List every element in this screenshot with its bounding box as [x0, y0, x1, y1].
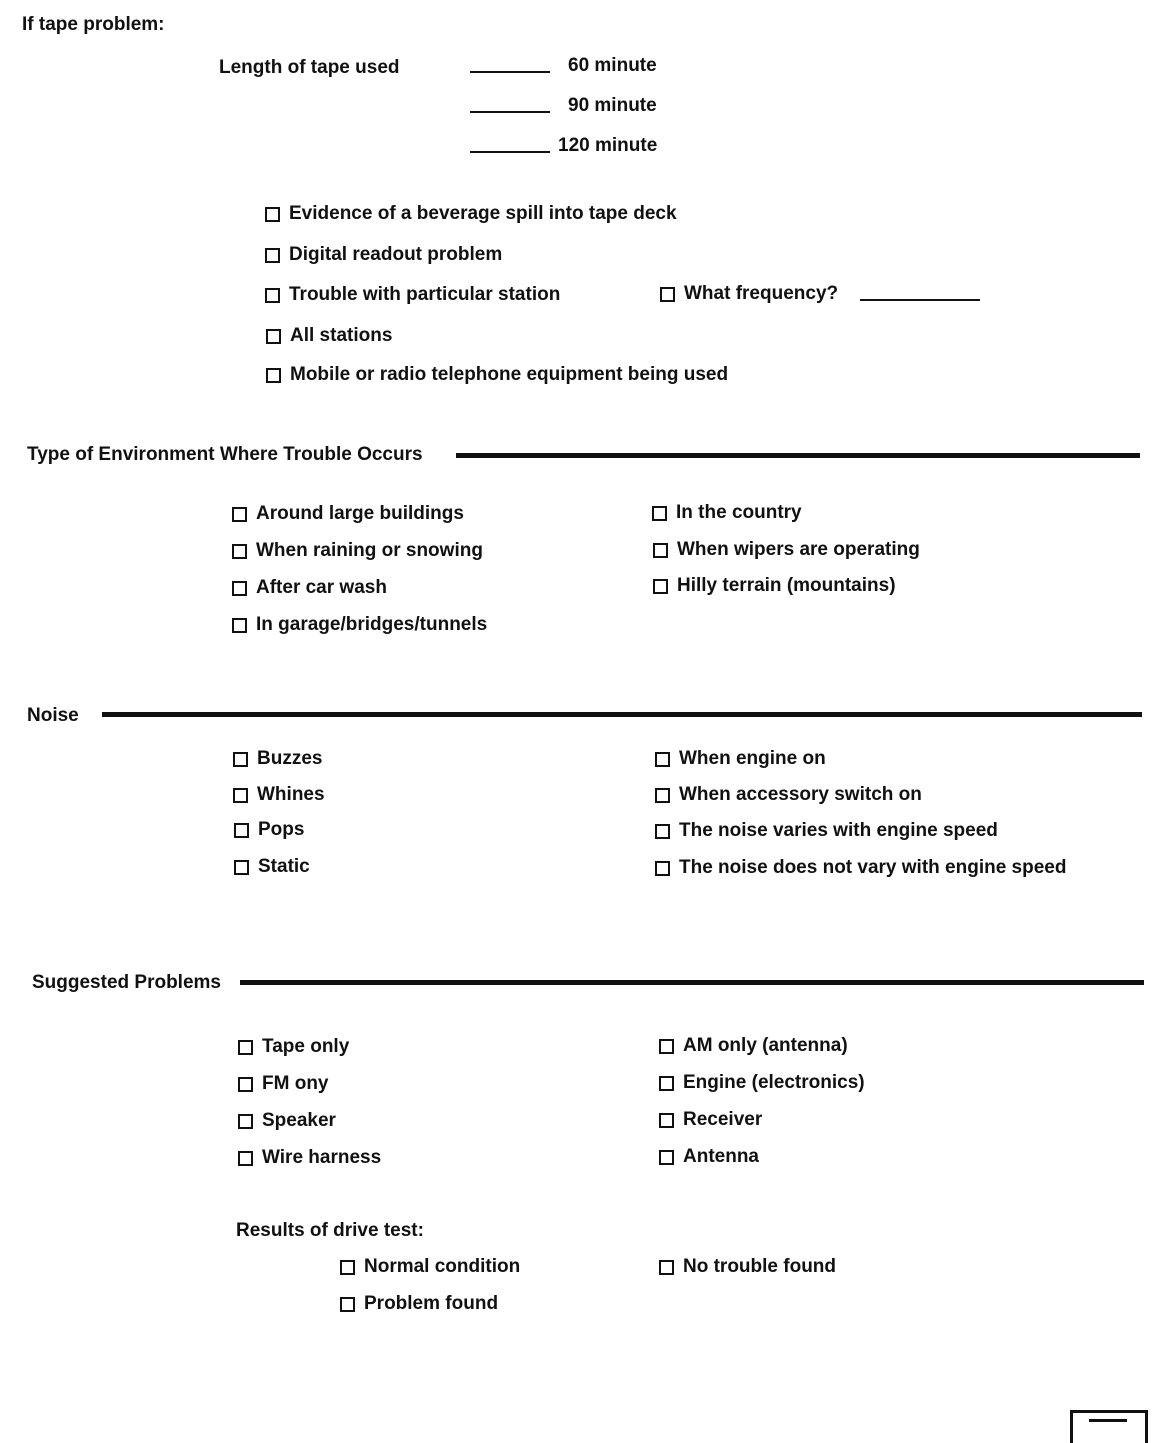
checkbox-icon [265, 207, 280, 222]
checkbox-icon [265, 288, 280, 303]
checkbox-icon [238, 1077, 253, 1092]
noise-rule [102, 712, 1142, 717]
checkbox-icon [659, 1260, 674, 1275]
checkbox-icon [653, 579, 668, 594]
checkbox-icon [659, 1113, 674, 1128]
checkbox-icon [232, 544, 247, 559]
checkbox-icon [266, 329, 281, 344]
tape-60-blank[interactable] [470, 71, 550, 73]
tape-length-label: Length of tape used [219, 57, 400, 78]
checkbox-icon [655, 752, 670, 767]
environment-rule [456, 453, 1140, 458]
tape-120-label: 120 minute [558, 135, 658, 156]
page-corner-mark-icon [1070, 1410, 1148, 1443]
checkbox-icon [233, 752, 248, 767]
checkbox-icon [265, 248, 280, 263]
frequency-blank[interactable] [860, 299, 980, 301]
suggested-heading: Suggested Problems [32, 972, 221, 993]
checkbox-icon [232, 581, 247, 596]
checkbox-icon [340, 1297, 355, 1312]
drive-test-heading: Results of drive test: [236, 1220, 424, 1241]
tape-90-blank[interactable] [470, 111, 550, 113]
tape-90-label: 90 minute [568, 95, 657, 116]
checkbox-icon [653, 543, 668, 558]
checkbox-icon [655, 861, 670, 876]
checkbox-icon [232, 618, 247, 633]
tape-60-label: 60 minute [568, 55, 657, 76]
checkbox-icon [234, 860, 249, 875]
checkbox-icon [659, 1150, 674, 1165]
suggested-rule [240, 980, 1144, 985]
checkbox-icon [238, 1040, 253, 1055]
tape-120-blank[interactable] [470, 151, 550, 153]
checkbox-icon [238, 1151, 253, 1166]
checkbox-icon [238, 1114, 253, 1129]
checkbox-icon [233, 788, 248, 803]
noise-heading: Noise [27, 705, 79, 726]
checkbox-icon [266, 368, 281, 383]
checkbox-icon [655, 788, 670, 803]
tape-problem-heading: If tape problem: [22, 14, 165, 35]
checkbox-icon [234, 823, 249, 838]
checkbox-icon [232, 507, 247, 522]
checkbox-icon [652, 506, 667, 521]
checkbox-icon [659, 1039, 674, 1054]
checkbox-icon [660, 287, 675, 302]
checkbox-icon [659, 1076, 674, 1091]
checkbox-icon [340, 1260, 355, 1275]
environment-heading: Type of Environment Where Trouble Occurs [27, 444, 423, 465]
checkbox-icon [655, 824, 670, 839]
